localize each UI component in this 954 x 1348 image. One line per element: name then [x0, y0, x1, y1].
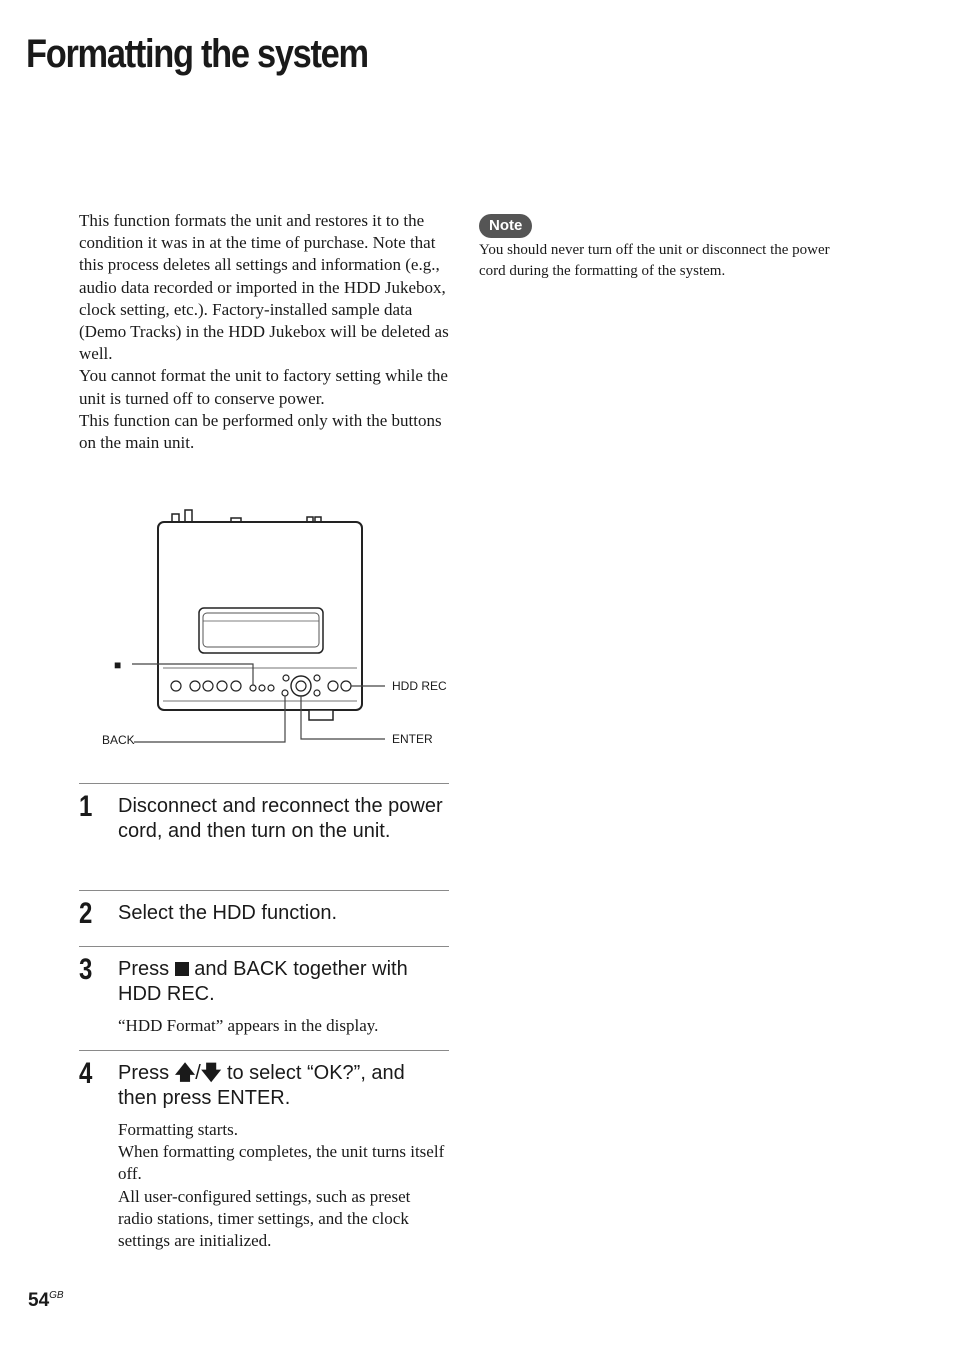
step-heading-post: to select “OK?”, and then press ENTER.: [118, 1062, 405, 1109]
intro-text: [79, 210, 451, 454]
step-body: [118, 1015, 449, 1037]
step-heading-post: and BACK together with HDD REC.: [118, 958, 408, 1005]
up-arrow-icon: 🡅: [174, 1062, 196, 1084]
step-heading: [118, 957, 449, 1007]
hdd-rec-label: HDD REC: [392, 679, 447, 693]
page-title: Formatting the system: [26, 32, 368, 76]
step-body-line: Formatting starts.: [118, 1120, 238, 1139]
step-body-line: When formatting completes, the unit turns itself off.: [118, 1142, 445, 1184]
intro-paragraph: You cannot format the unit to factory setting while the unit is turned off to conserve power.: [79, 366, 448, 408]
step-heading: [118, 1061, 449, 1111]
enter-label: ENTER: [392, 732, 433, 746]
step-heading-pre: Press: [118, 958, 170, 980]
intro-paragraph: This function formats the unit and restores it to the condition it was in at the time of purchase. Note that this process deletes all settings and information (e.g., audio data recorded or imported in the HDD Jukebox, clock setting, etc.). Factory-installed sample data (Demo Tracks) in the HDD Jukebox will be deleted as well.: [79, 211, 449, 364]
step-body-line: “HDD Format” appears in the display.: [118, 1016, 379, 1035]
page-number-suffix: GB: [49, 1290, 64, 1301]
step-3: [79, 946, 449, 1037]
arrow-separator: /: [195, 1062, 201, 1084]
page-number-value: 54: [28, 1290, 50, 1311]
step-4: [79, 1050, 449, 1252]
page-number: [28, 1290, 64, 1312]
step-body-line: All user-configured settings, such as preset radio stations, timer settings, and the clock settings are initialized.: [118, 1186, 411, 1251]
down-arrow-icon: 🡇: [200, 1062, 222, 1084]
step-number: 3: [79, 953, 93, 986]
stop-label: ■: [114, 658, 122, 672]
intro-paragraph: This function can be performed only with the buttons on the main unit.: [79, 410, 442, 453]
note-text: You should never turn off the unit or disconnect the power cord during the formatting of the system.: [479, 242, 830, 279]
note-badge: Note: [479, 214, 532, 238]
unit-diagram: [95, 505, 455, 760]
step-1: [79, 783, 449, 844]
step-number: 1: [79, 790, 93, 823]
step-body: [118, 1119, 449, 1252]
step-heading: Disconnect and reconnect the power cord, and then turn on the unit.: [118, 795, 443, 842]
stop-icon: [175, 962, 189, 976]
step-2: [79, 890, 449, 930]
step-number: 4: [79, 1057, 93, 1090]
step-heading: Select the HDD function.: [118, 902, 337, 924]
step-heading-pre: Press: [118, 1062, 170, 1084]
back-label: BACK: [102, 733, 135, 747]
dock-slot: [199, 608, 323, 653]
step-number: 2: [79, 897, 93, 930]
